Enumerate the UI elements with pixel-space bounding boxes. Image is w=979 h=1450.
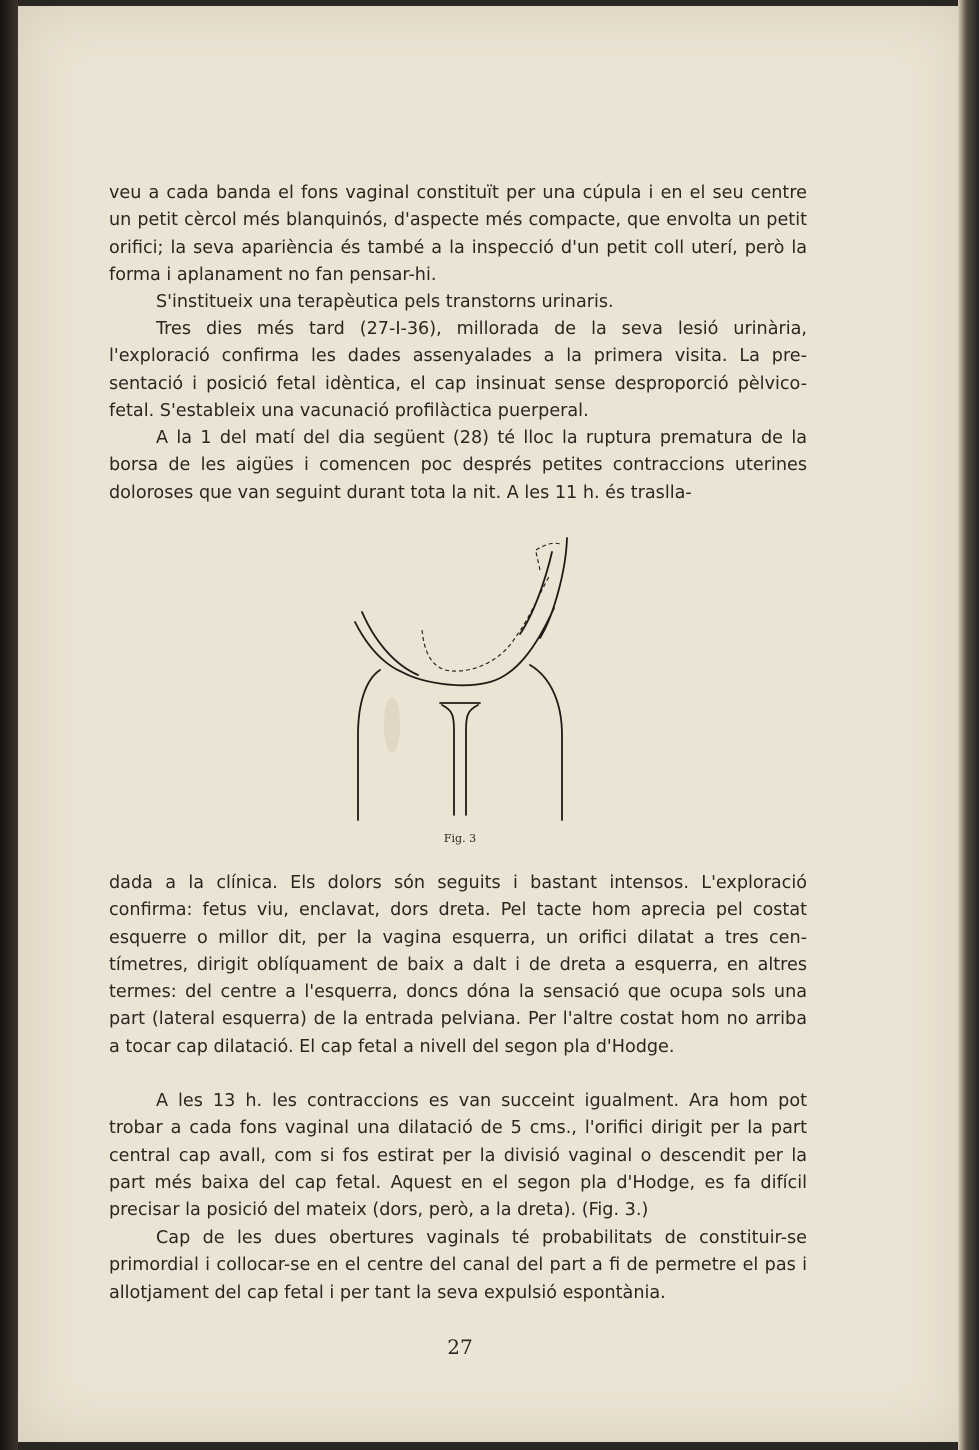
bowl-outer-curve <box>355 608 554 685</box>
page-edge-shadow <box>958 0 979 1450</box>
right-outer-wall <box>530 665 562 820</box>
paragraph-5: dada a la clínica. Els dolors són seguits i bastant intensos. L'exploració confirma: fetus viu, enclavat, dors dreta. Pel tacte hom aprecia pel costat esquerre o millor dit, per la vagina esquerra, un orifici dilatat a tres centímetres, dirigit oblíquament de baix a dalt i de dreta a esquerra, en altres termes: del centre a l'esquerra, doncs dóna la sensació que ocupa sols una part (lateral esquerra) de la entrada pelviana. Per l'altre costat hom no arriba a tocar cap dilatació. El cap fetal a nivell del segon pla d'Hodge. <box>109 873 807 1057</box>
paragraph-2: S'institueix una terapèutica pels transtorns urinaris. <box>156 292 614 312</box>
septum-right <box>466 705 478 815</box>
paragraph-3: Tres dies més tard (27-I-36), millorada de la seva lesió urinària, l'exploració confirma les dades assenyalades a la primera visita. La presentació i posició fetal idèntica, el cap insinuat sense desproporció pèlvico-fetal. S'estableix una vacunació profilàctica puerperal. <box>109 319 807 421</box>
fetal-head-dashed <box>422 575 550 671</box>
septum-left <box>442 705 454 815</box>
paragraph-1: veu a cada banda el fons vaginal constituït per una cúpula i en el seu centre un petit cèrcol més blanquinós, d'aspecte més compacte, que envolta un petit orifici; la seva apariència és també a la inspecció d'un petit coll uterí, però la forma i aplanament no fan pensar-hi. <box>109 183 807 285</box>
paper-stain <box>384 697 400 753</box>
uterine-diagram <box>340 530 580 830</box>
right-upper-line <box>540 538 567 638</box>
left-outer-wall <box>358 670 380 820</box>
figure-caption: Fig. 3 <box>443 832 477 845</box>
page-number: 27 <box>447 1335 473 1359</box>
book-spine-shadow <box>0 0 18 1450</box>
paragraph-6: A les 13 h. les contraccions es van succeint igualment. Ara hom pot trobar a cada fons vaginal una dilatació de 5 cms., l'orifici dirigit per la part central cap avall, com si fos estirat per la divisió vaginal o descendit per la part més baixa del cap fetal. Aquest en el segon pla d'Hodge, es fa difícil precisar la posició del mateix (dors, però, a la dreta). (Fig. 3.) <box>109 1091 807 1221</box>
figure-3-drawing <box>340 530 580 830</box>
paragraph-7: Cap de les dues obertures vaginals té probabilitats de constituir-se primordial i collocar-se en el centre del canal del part a fi de permetre el pas i allotjament del cap fetal i per tant la seva expulsió espontània. <box>109 1228 807 1303</box>
paragraph-4: A la 1 del matí del dia següent (28) té lloc la ruptura prematura de la borsa de les aigües i comencen poc després petites contraccions uterines doloroses que van seguint durant tota la nit. A les 11 h. és traslla- <box>109 428 807 503</box>
